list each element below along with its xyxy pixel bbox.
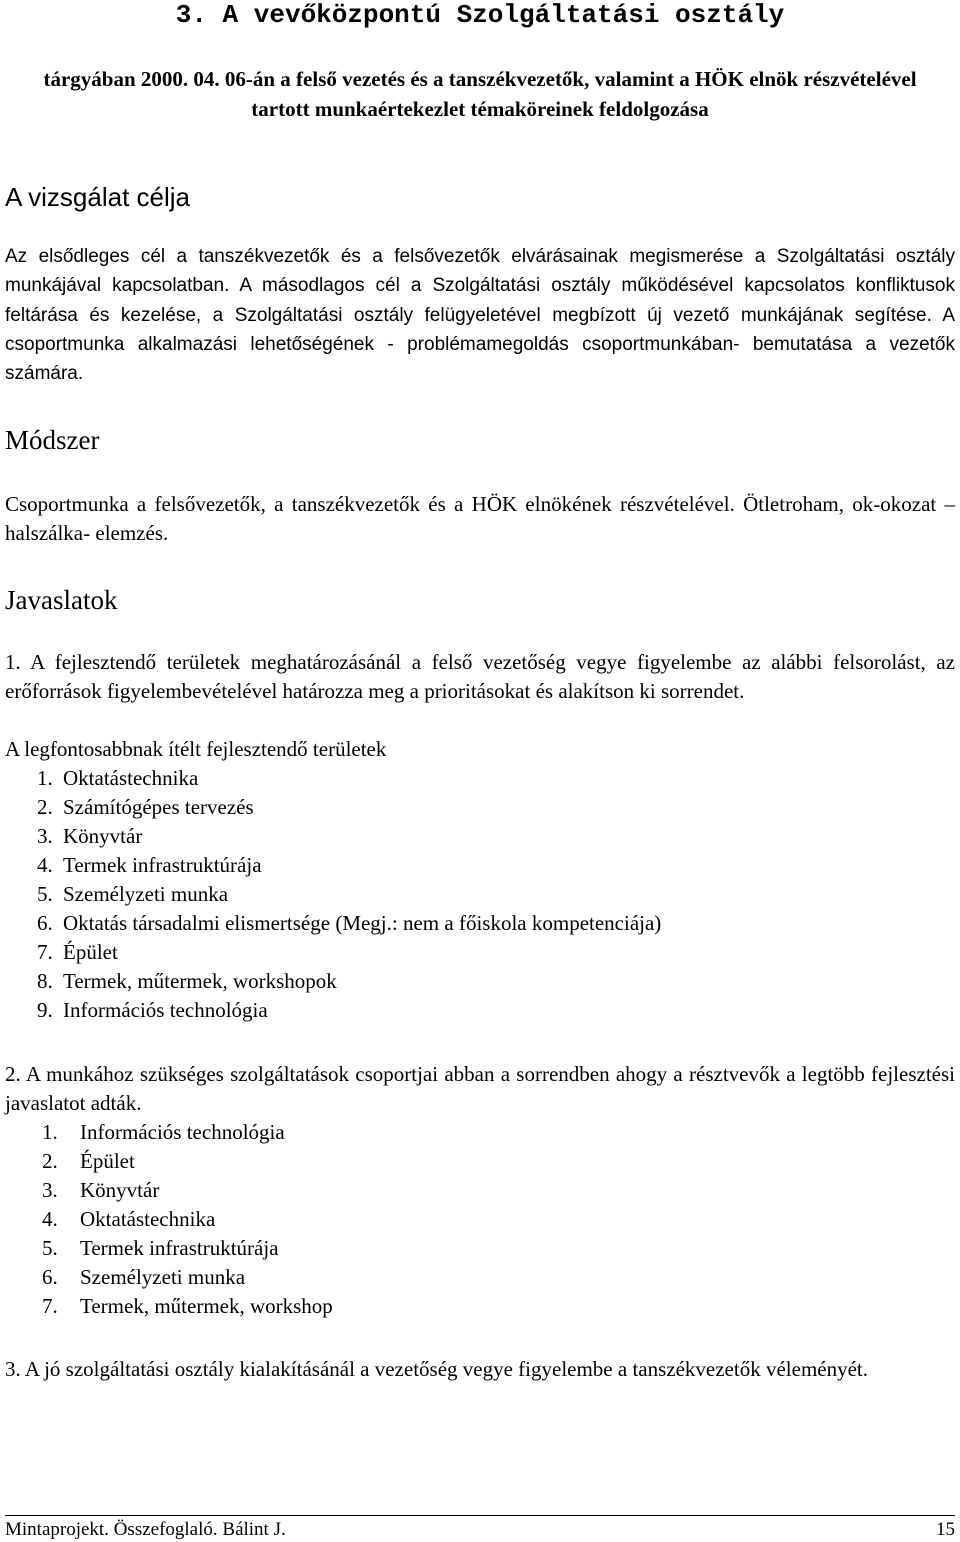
list-item-number: 8. bbox=[37, 969, 53, 993]
priority-areas-list bbox=[37, 764, 661, 1025]
list-item bbox=[42, 1147, 333, 1176]
goal-heading: A vizsgálat célja bbox=[5, 182, 190, 212]
list-item-number: 7. bbox=[42, 1294, 58, 1318]
list-item bbox=[42, 1292, 333, 1321]
list-item-text: Könyvtár bbox=[80, 1178, 160, 1202]
list-item-number: 5. bbox=[37, 882, 53, 906]
list-item-text: Számítógépes tervezés bbox=[63, 795, 254, 819]
list-item-number: 5. bbox=[42, 1236, 58, 1260]
list-item-text: Könyvtár bbox=[63, 824, 143, 848]
document-title: 3. A vevőközpontú Szolgáltatási osztály bbox=[175, 0, 785, 30]
proposal-2-paragraph: 2. A munkához szükséges szolgáltatások csoportjai abban a sorrendben ahogy a résztvevők a legtöbb fejlesztési javaslatot adták. bbox=[5, 1062, 955, 1115]
list-item-number: 2. bbox=[42, 1149, 58, 1173]
method-paragraph: Csoportmunka a felsővezetők, a tanszékvezetők és a HÖK elnökének részvételével. Ötletroham, ok-okozat –halszálka- elemzés. bbox=[5, 492, 955, 545]
footer-text: Mintaprojekt. Összefoglaló. Bálint J. bbox=[5, 1519, 286, 1540]
list-item-text: Oktatástechnika bbox=[63, 766, 199, 790]
list-item bbox=[37, 851, 661, 880]
list-item-number: 4. bbox=[37, 853, 53, 877]
list-item-number: 7. bbox=[37, 940, 53, 964]
list-item bbox=[42, 1118, 333, 1147]
list-item bbox=[37, 793, 661, 822]
list-item-text: Személyzeti munka bbox=[63, 882, 229, 906]
list-item-number: 2. bbox=[37, 795, 53, 819]
list-item bbox=[37, 822, 661, 851]
list-item bbox=[42, 1263, 333, 1292]
list-item bbox=[37, 880, 661, 909]
list-item bbox=[42, 1234, 333, 1263]
list-item-text: Információs technológia bbox=[80, 1120, 285, 1144]
list-item-number: 6. bbox=[42, 1265, 58, 1289]
list-item-text: Épület bbox=[63, 940, 118, 964]
list-item-number: 4. bbox=[42, 1207, 58, 1231]
list-item-number: 1. bbox=[42, 1120, 58, 1144]
list-item-text: Épület bbox=[80, 1149, 135, 1173]
document-subject: tárgyában 2000. 04. 06-án a felső vezetés és a tanszékvezetők, valamint a HÖK elnök részvételével tartott munkaértekezlet témaköreinek feldolgozása bbox=[43, 67, 917, 121]
list-item-number: 6. bbox=[37, 911, 53, 935]
list-item-text: Termek, műtermek, workshopok bbox=[63, 969, 337, 993]
goal-paragraph: Az elsődleges cél a tanszékvezetők és a felsővezetők elvárásainak megismerése a Szolgáltatási osztály munkájával kapcsolatban. A másodlagos cél a Szolgáltatási osztály működésével kapcsolatos konfliktusok feltárása és kezelése, a Szolgáltatási osztály felügyeletével megbízott új vezető munkájának segítése. A csoportmunka alkalmazási lehetőségének - problémamegoldás csoportmunkában- bemutatása a vezetők számára. bbox=[5, 246, 955, 385]
list-item bbox=[37, 938, 661, 967]
list-item-number: 1. bbox=[37, 766, 53, 790]
list-item-text: Személyzeti munka bbox=[80, 1265, 246, 1289]
list1-intro: A legfontosabbnak ítélt fejlesztendő területek bbox=[5, 737, 387, 761]
footer-divider bbox=[5, 1515, 955, 1516]
list-item bbox=[42, 1176, 333, 1205]
proposal-1-paragraph: 1. A fejlesztendő területek meghatározásánál a felső vezetőség vegye figyelembe az alábbi felsorolást, az erőforrások figyelembevételével határozza meg a prioritásokat és alakítson ki sorrendet. bbox=[5, 650, 955, 703]
list-item-text: Termek, műtermek, workshop bbox=[80, 1294, 333, 1318]
list-item-number: 3. bbox=[42, 1178, 58, 1202]
list-item-number: 3. bbox=[37, 824, 53, 848]
list-item bbox=[37, 764, 661, 793]
service-groups-list bbox=[42, 1118, 333, 1321]
list-item-text: Oktatás társadalmi elismertsége (Megj.: nem a főiskola kompetenciája) bbox=[63, 911, 662, 935]
list-item bbox=[37, 909, 661, 938]
list-item-text: Információs technológia bbox=[63, 998, 268, 1022]
list-item-text: Oktatástechnika bbox=[80, 1207, 216, 1231]
list-item bbox=[42, 1205, 333, 1234]
list-item-text: Termek infrastruktúrája bbox=[63, 853, 262, 877]
list-item-number: 9. bbox=[37, 998, 53, 1022]
proposal-3-paragraph: 3. A jó szolgáltatási osztály kialakításánál a vezetőség vegye figyelembe a tanszékvezetők véleményét. bbox=[5, 1357, 868, 1381]
page-number: 15 bbox=[936, 1519, 955, 1540]
list-item bbox=[37, 996, 661, 1025]
proposals-heading: Javaslatok bbox=[5, 585, 118, 615]
list-item bbox=[37, 967, 661, 996]
method-heading: Módszer bbox=[5, 425, 100, 455]
list-item-text: Termek infrastruktúrája bbox=[80, 1236, 279, 1260]
